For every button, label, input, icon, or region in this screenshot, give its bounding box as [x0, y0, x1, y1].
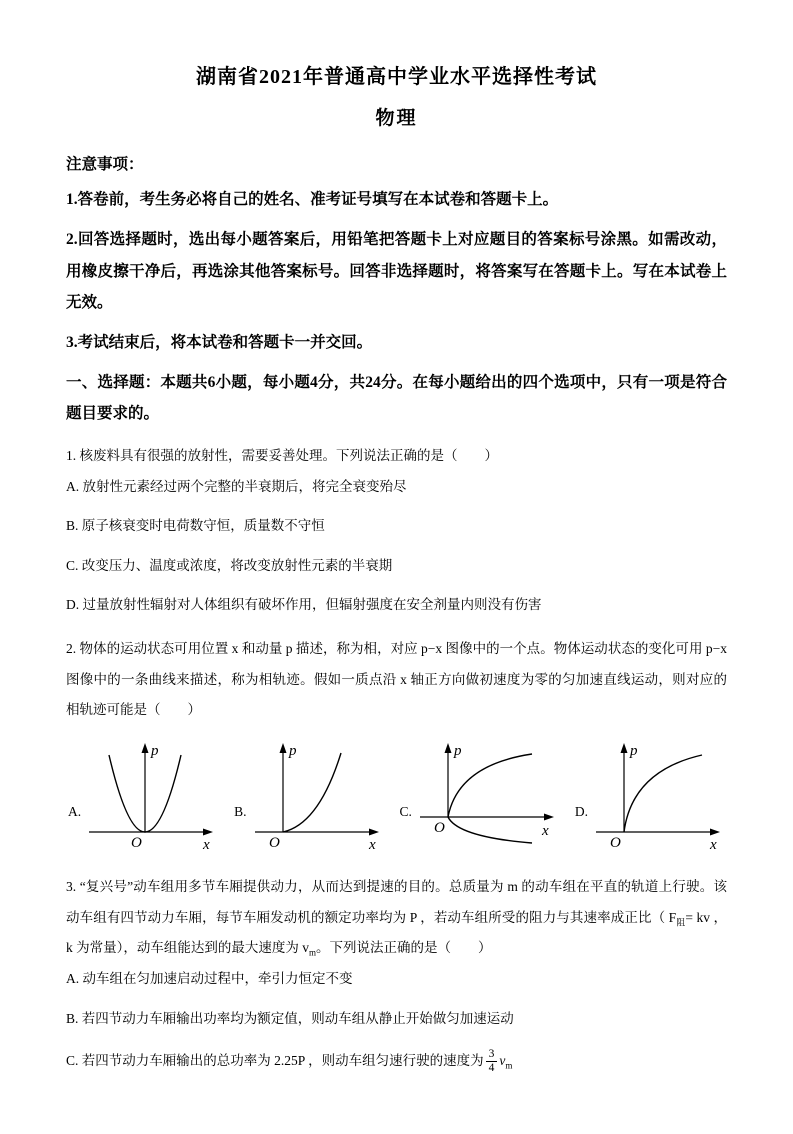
- graph-option-b: [234, 739, 383, 854]
- question-2-graphs: [68, 739, 725, 854]
- graph-d-label: D.: [574, 804, 588, 820]
- fraction-numerator: 3: [486, 1048, 498, 1062]
- graph-option-c: [399, 739, 558, 854]
- q3-stem-part3: 。下列说法正确的是（ ）: [316, 940, 492, 956]
- question-3-option-c: [66, 1048, 727, 1075]
- question-3: [66, 872, 727, 1075]
- graph-option-a: [68, 739, 218, 854]
- question-2: [66, 634, 727, 854]
- notices-heading: 注意事项：: [66, 156, 144, 173]
- axis-label-p: p: [151, 743, 159, 760]
- q3-f-subscript: 阻: [676, 917, 686, 928]
- notice-item-2: 2.回答选择题时，选出每小题答案后，用铅笔把答题卡上对应题目的答案标号涂黑。如需改动，用橡皮擦干净后，再选涂其他答案标号。回答非选择题时，将答案写在答题卡上。写在本试卷上无效。: [66, 230, 727, 312]
- graph-d-sqrt-curve-chart: [590, 739, 725, 854]
- axis-label-x: x: [709, 837, 717, 854]
- question-1-option-d: D. 过量放射性辐射对人体组织有破坏作用，但辐射强度在安全剂量内则没有伤害: [66, 596, 542, 612]
- axis-label-p: p: [629, 743, 638, 760]
- axis-label-p: p: [453, 743, 462, 760]
- graph-c-sideways-parabola-chart: [414, 739, 559, 854]
- axis-label-origin: O: [609, 835, 621, 852]
- graph-option-d: [575, 739, 725, 854]
- question-1-option-c: C. 改变压力、温度或浓度，将改变放射性元素的半衰期: [66, 557, 393, 573]
- graph-a-parabola-chart: [83, 739, 218, 854]
- question-3-option-b: B. 若四节动力车厢输出功率均为额定值，则动车组从静止开始做匀加速运动: [66, 1010, 514, 1026]
- q3-stem-part2: = kv ， k 为常量），动车组能达到的最大速度为 v: [66, 909, 727, 956]
- notice-item-1: 1.答卷前，考生务必将自己的姓名、准考证号填写在本试卷和答题卡上。: [66, 191, 559, 208]
- question-3-stem: [66, 872, 727, 963]
- question-1-stem: 1. 核废料具有很强的放射性，需要妥善处理。下列说法正确的是（ ）: [66, 447, 498, 463]
- section-heading: 一、选择题：本题共6小题，每小题4分，共24分。在每小题给出的四个选项中，只有一项是符合题目要求的。: [66, 373, 727, 422]
- graph-b-half-parabola-chart: [249, 739, 384, 854]
- graph-a-label: A.: [68, 804, 82, 820]
- question-1-option-a: A. 放射性元素经过两个完整的半衰期后，将完全衰变殆尽: [66, 479, 407, 495]
- q3-option-c-text: C. 若四节动力车厢输出的总功率为 2.25P ，则动车组匀速行驶的速度为: [66, 1052, 484, 1068]
- graph-b-label: B.: [234, 804, 247, 820]
- question-1-option-b: B. 原子核衰变时电荷数守恒，质量数不守恒: [66, 518, 325, 534]
- axis-label-origin: O: [131, 835, 142, 852]
- fraction-three-fourths: [486, 1048, 498, 1075]
- axis-label-x: x: [368, 837, 376, 854]
- notices-section: [66, 152, 727, 359]
- question-3-option-a: A. 动车组在匀加速启动过程中，牵引力恒定不变: [66, 971, 353, 987]
- graph-c-label: C.: [399, 804, 412, 820]
- axis-label-x: x: [541, 823, 549, 840]
- fraction-denominator: 4: [488, 1062, 495, 1075]
- axis-label-p: p: [288, 743, 296, 760]
- q3-option-c-variable-subscript: m: [505, 1060, 513, 1071]
- question-1: [66, 441, 727, 615]
- question-2-stem: 2. 物体的运动状态可用位置 x 和动量 p 描述，称为相，对应 p−x 图像中的一个点。物体运动状态的变化可用 p−x 图像中的一条曲线来描述，称为相轨迹。假如一质点沿 x 轴正方向做初速度为零的匀加速直线运动，则对应的相轨迹可能是（ ）: [66, 641, 727, 717]
- notice-item-3: 3.考试结束后，将本试卷和答题卡一并交回。: [66, 334, 373, 352]
- page-title: 湖南省2021年普通高中学业水平选择性考试: [196, 66, 597, 88]
- q3-stem-part1: 3. “复兴号”动车组用多节车厢提供动力，从而达到提速的目的。总质量为 m 的动车组在平直的轨道上行驶。该动车组有四节动力车厢，每节车厢发动机的额定功率均为 P ，若动车组所受的阻力与其速率成正比（ F: [66, 879, 727, 925]
- axis-label-origin: O: [433, 820, 445, 837]
- page-subtitle: 物理: [375, 108, 418, 129]
- axis-label-origin: O: [268, 835, 280, 852]
- q3-v-subscript: m: [309, 947, 317, 958]
- q3-option-c-variable: v: [499, 1052, 506, 1068]
- axis-label-x: x: [203, 837, 210, 854]
